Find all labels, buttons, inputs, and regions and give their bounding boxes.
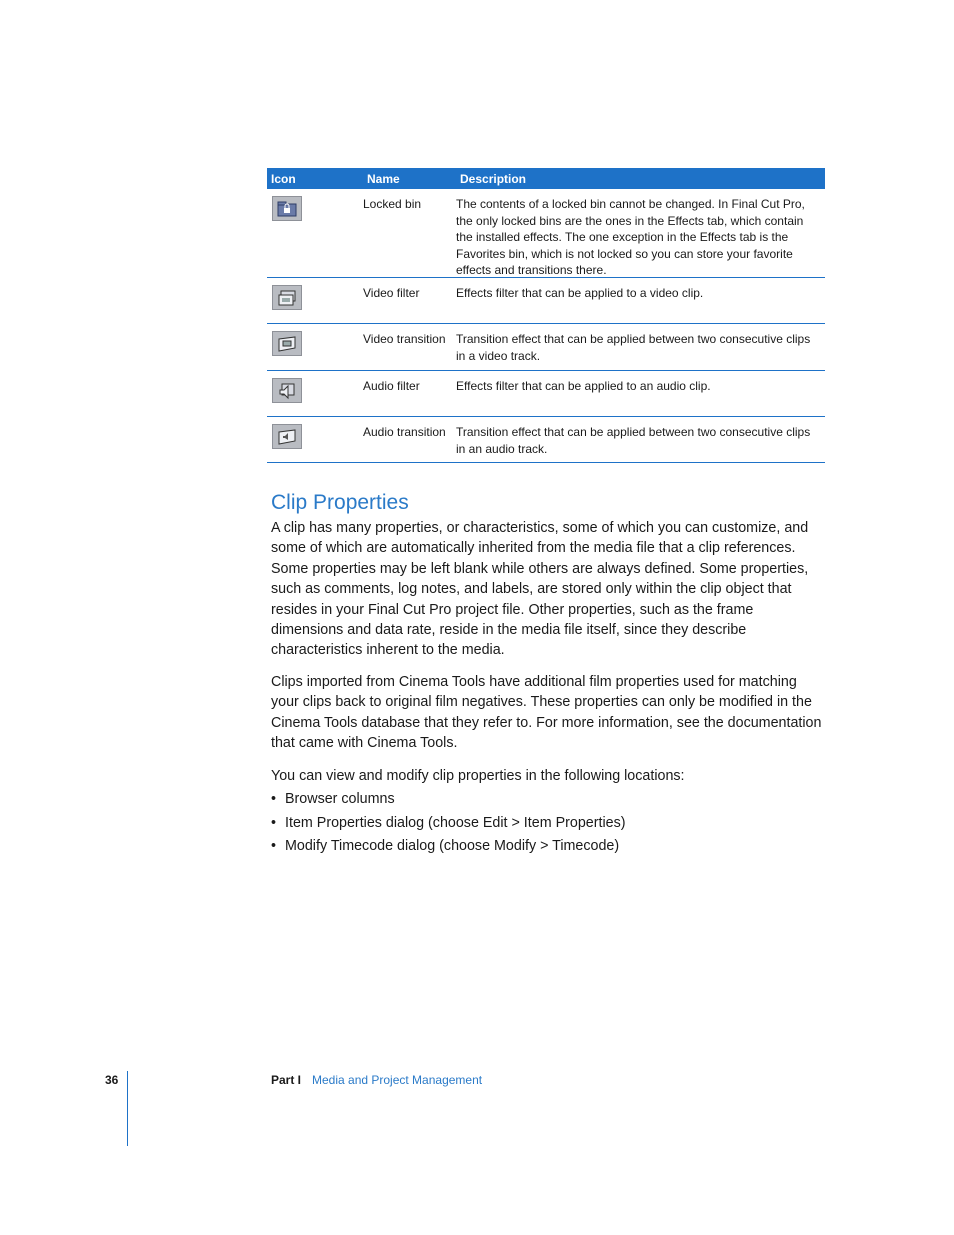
paragraph: Clips imported from Cinema Tools have additional film properties used for matching your clips back to original film negatives. These properties can only be modified in the Cinema Tools database that they refer to. For more information, see the documentation that came with Cinema Tools. <box>271 674 822 752</box>
page-number: 36 <box>105 1073 119 1087</box>
header-description: Description <box>460 171 527 186</box>
bullet-marker: • <box>271 838 277 854</box>
row-description: Effects filter that can be applied to a video clip. <box>456 286 704 300</box>
footer-part: Part I <box>271 1073 302 1087</box>
icon-reference-table <box>267 168 825 463</box>
paragraph: A clip has many properties, or characteristics, some of which you can customize, and some of which are automatically inherited from the media file that a clip references. Some properties may be left blank while others are always defined. Some properties, such as comments, log notes, and labels, are stored only within the clip object that resides in your Final Cut Pro project file. Other properties, such as the frame dimensions and data rate, reside in the media file itself, since they describe characteristics inherent to the media. <box>271 520 809 659</box>
header-icon: Icon <box>271 171 296 186</box>
section-title: Clip Properties <box>271 491 409 514</box>
table-header <box>267 168 825 189</box>
row-description: Transition effect that can be applied between two consecutive clips in an audio track. <box>456 425 811 456</box>
footer-divider <box>127 1071 128 1146</box>
row-name: Audio filter <box>363 379 420 393</box>
row-name: Audio transition <box>363 425 446 439</box>
video-transition-icon <box>272 331 302 356</box>
video-filter-icon <box>272 285 302 310</box>
row-name: Video transition <box>363 332 446 346</box>
row-name: Locked bin <box>363 197 422 211</box>
row-description: The contents of a locked bin cannot be changed. In Final Cut Pro, the only locked bins are the ones in the Effects tab, which contain the installed effects. The one exception in the Effects tab is the Favorites bin, which is not locked so you can store your favorite effects and transitions there. <box>456 197 805 277</box>
header-name: Name <box>367 171 400 186</box>
list-item-text: Item Properties dialog (choose Edit > Item Properties) <box>285 815 626 831</box>
locked-bin-icon <box>272 196 302 221</box>
footer-chapter: Media and Project Management <box>312 1073 483 1087</box>
table-row <box>267 278 825 324</box>
audio-transition-icon <box>272 424 302 449</box>
row-description: Transition effect that can be applied between two consecutive clips in a video track. <box>456 332 811 363</box>
table-row <box>267 324 825 371</box>
table-row <box>267 417 825 463</box>
row-name: Video filter <box>363 286 420 300</box>
bullet-marker: • <box>271 791 277 807</box>
list-item <box>271 789 395 809</box>
list-item-text: Browser columns <box>285 791 395 807</box>
paragraph: You can view and modify clip properties in the following locations: <box>271 768 685 784</box>
bullet-marker: • <box>271 815 277 831</box>
table-row <box>267 371 825 417</box>
list-item <box>271 836 619 856</box>
list-item-text: Modify Timecode dialog (choose Modify > Timecode) <box>285 838 620 854</box>
list-item <box>271 813 626 833</box>
row-description: Effects filter that can be applied to an audio clip. <box>456 379 711 393</box>
audio-filter-icon <box>272 378 302 403</box>
table-row <box>267 189 825 278</box>
